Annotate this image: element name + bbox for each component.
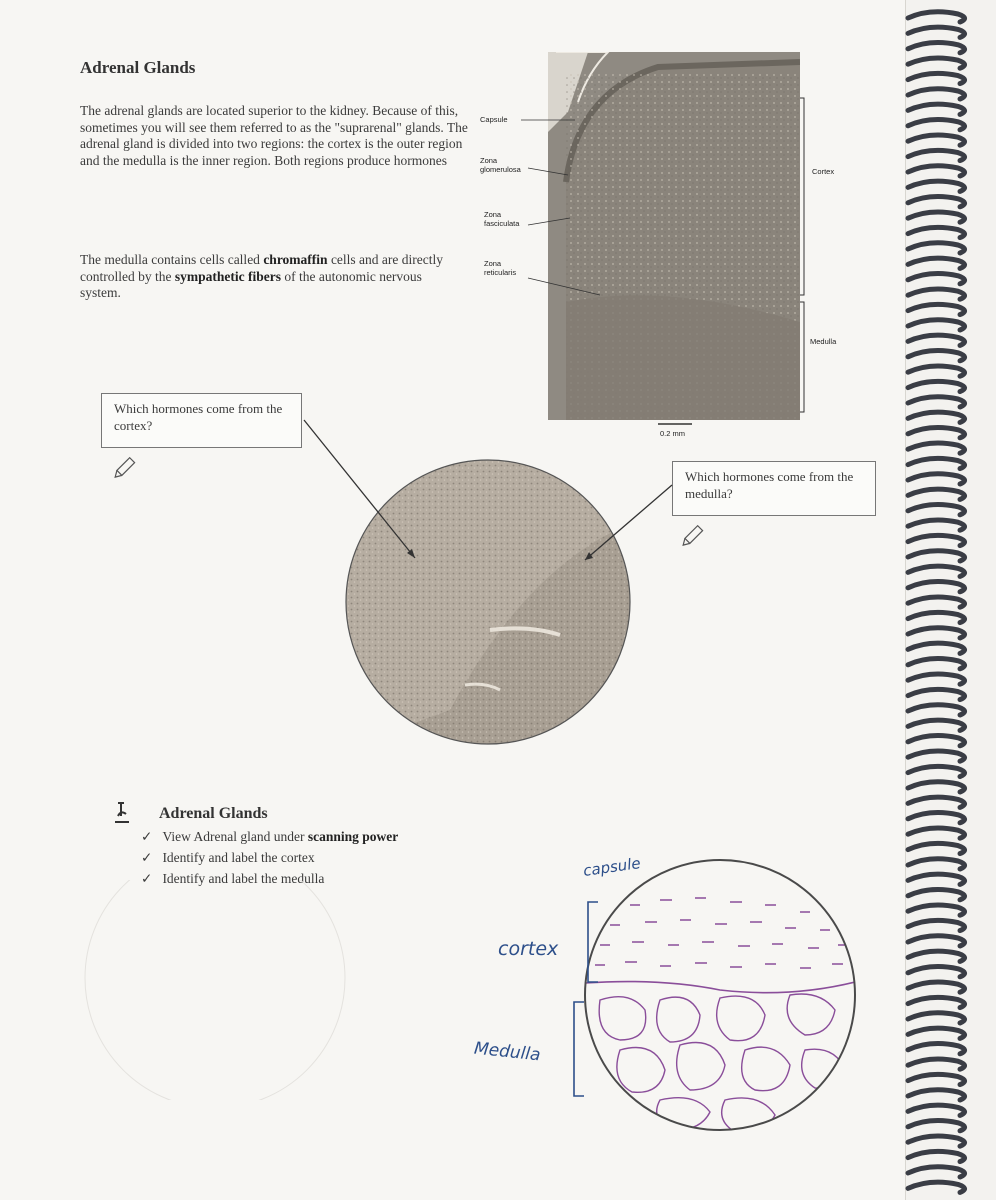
coil-loop xyxy=(908,890,965,900)
handwritten-cortex-label: cortex xyxy=(498,938,559,960)
coil-loop xyxy=(908,197,965,207)
coil-loop xyxy=(908,166,965,176)
coil-loop xyxy=(908,412,965,422)
coil-loop xyxy=(908,505,965,515)
micrograph-leaders xyxy=(470,40,860,440)
coil-loop xyxy=(908,797,965,807)
coil-loop xyxy=(908,1121,965,1131)
coil-loop xyxy=(908,1151,965,1161)
coil-loop xyxy=(908,458,965,468)
question-cortex-box: Which hormones come from the cortex? xyxy=(101,393,302,448)
coil-loop xyxy=(908,782,965,792)
coil-loop xyxy=(908,335,965,345)
medulla-paragraph: The medulla contains cells called chromaffin cells and are directly controlled by the sympathetic fibers of the autonomic nervous system. xyxy=(80,252,444,300)
coil-loop xyxy=(908,443,965,453)
coil-loop xyxy=(908,1059,965,1069)
coil-loop xyxy=(908,766,965,776)
coil-loop xyxy=(908,181,965,191)
spiral-binding xyxy=(900,0,996,1200)
coil-loop xyxy=(908,104,965,114)
label-cortex: Cortex xyxy=(812,167,835,176)
label-zona-reticularis: Zona reticularis xyxy=(484,259,517,277)
coil-loop xyxy=(908,12,965,22)
coil-loop xyxy=(908,289,965,299)
coil-loop xyxy=(908,828,965,838)
coil-loop xyxy=(908,643,965,653)
coil-loop xyxy=(908,951,965,961)
tissue-circle-photo xyxy=(290,410,690,760)
coil-loop xyxy=(908,381,965,391)
checklist-item: ✓ View Adrenal gland under scanning power xyxy=(141,829,399,844)
hand-drawn-diagram xyxy=(560,850,880,1140)
question-medulla-box: Which hormones come from the medulla? xyxy=(672,461,876,516)
label-zona-fasciculata: Zona fasciculata xyxy=(484,210,520,228)
coil-loop xyxy=(908,27,965,37)
coil-loop xyxy=(908,150,965,160)
coil-loop xyxy=(908,351,965,361)
coil-loop xyxy=(908,243,965,253)
checklist-item: ✓ Identify and label the cortex xyxy=(141,850,315,865)
coil-loop xyxy=(908,1167,965,1177)
activity-title: Adrenal Glands xyxy=(159,805,268,822)
handwritten-medulla-label: Medulla xyxy=(473,1038,542,1066)
coil-loop xyxy=(908,612,965,622)
label-medulla: Medulla xyxy=(810,337,837,346)
coil-loop xyxy=(908,736,965,746)
coil-loop xyxy=(908,274,965,284)
coil-loop xyxy=(908,566,965,576)
intro-paragraph: The adrenal glands are located superior to the kidney. Because of this, sometimes you will see them referred to as the "suprarenal" glands. The adrenal gland is divided into two regions: the cortex is the outer region and the medulla is the inner region. Both regions produce hormones xyxy=(80,103,468,168)
coil-loop xyxy=(908,258,965,268)
label-zona-glomerulosa: Zona glomerulosa xyxy=(480,156,521,174)
coil-loop xyxy=(908,659,965,669)
coil-loop xyxy=(908,535,965,545)
coil-loop xyxy=(908,212,965,222)
coil-loop xyxy=(908,1028,965,1038)
coil-loop xyxy=(908,689,965,699)
coil-loop xyxy=(908,135,965,145)
coil-loop xyxy=(908,474,965,484)
handwritten-capsule-label: capsule xyxy=(582,854,642,880)
coil-loop xyxy=(908,905,965,915)
coil-loop xyxy=(908,1044,965,1054)
coil-loop xyxy=(908,843,965,853)
coil-loop xyxy=(908,366,965,376)
coil-loop xyxy=(908,520,965,530)
coil-loop xyxy=(908,582,965,592)
coil-loop xyxy=(908,58,965,68)
coil-loop xyxy=(908,397,965,407)
coil-loop xyxy=(908,628,965,638)
checklist-item: ✓ Identify and label the medulla xyxy=(141,871,325,886)
coil-loop xyxy=(908,705,965,715)
coil-loop xyxy=(908,936,965,946)
coil-loop xyxy=(908,428,965,438)
pencil-icon xyxy=(110,455,138,483)
microscope-icon xyxy=(110,800,134,826)
coil-loop xyxy=(908,751,965,761)
coil-loop xyxy=(908,73,965,83)
section-title: Adrenal Glands xyxy=(80,58,196,77)
coil-loop xyxy=(908,304,965,314)
coil-loop xyxy=(908,859,965,869)
coil-loop xyxy=(908,967,965,977)
coil-loop xyxy=(908,489,965,499)
coil-loop xyxy=(908,1136,965,1146)
coil-loop xyxy=(908,1074,965,1084)
coil-loop xyxy=(908,1090,965,1100)
coil-loop xyxy=(908,227,965,237)
coil-loop xyxy=(908,674,965,684)
coil-loop xyxy=(908,813,965,823)
coil-loop xyxy=(908,43,965,53)
coil-loop xyxy=(908,720,965,730)
coil-loop xyxy=(908,551,965,561)
coil-loop xyxy=(908,1013,965,1023)
coil-loop xyxy=(908,920,965,930)
coil-loop xyxy=(908,1182,965,1192)
coil-loop xyxy=(908,997,965,1007)
label-capsule: Capsule xyxy=(480,115,508,124)
coil-loop xyxy=(908,120,965,130)
coil-loop xyxy=(908,320,965,330)
coil-loop xyxy=(908,982,965,992)
blank-drawing-circle xyxy=(80,880,360,1100)
coil-loop xyxy=(908,874,965,884)
coil-loop xyxy=(908,597,965,607)
coil-loop xyxy=(908,89,965,99)
label-scale: 0.2 mm xyxy=(660,429,686,438)
coil-loop xyxy=(908,1105,965,1115)
